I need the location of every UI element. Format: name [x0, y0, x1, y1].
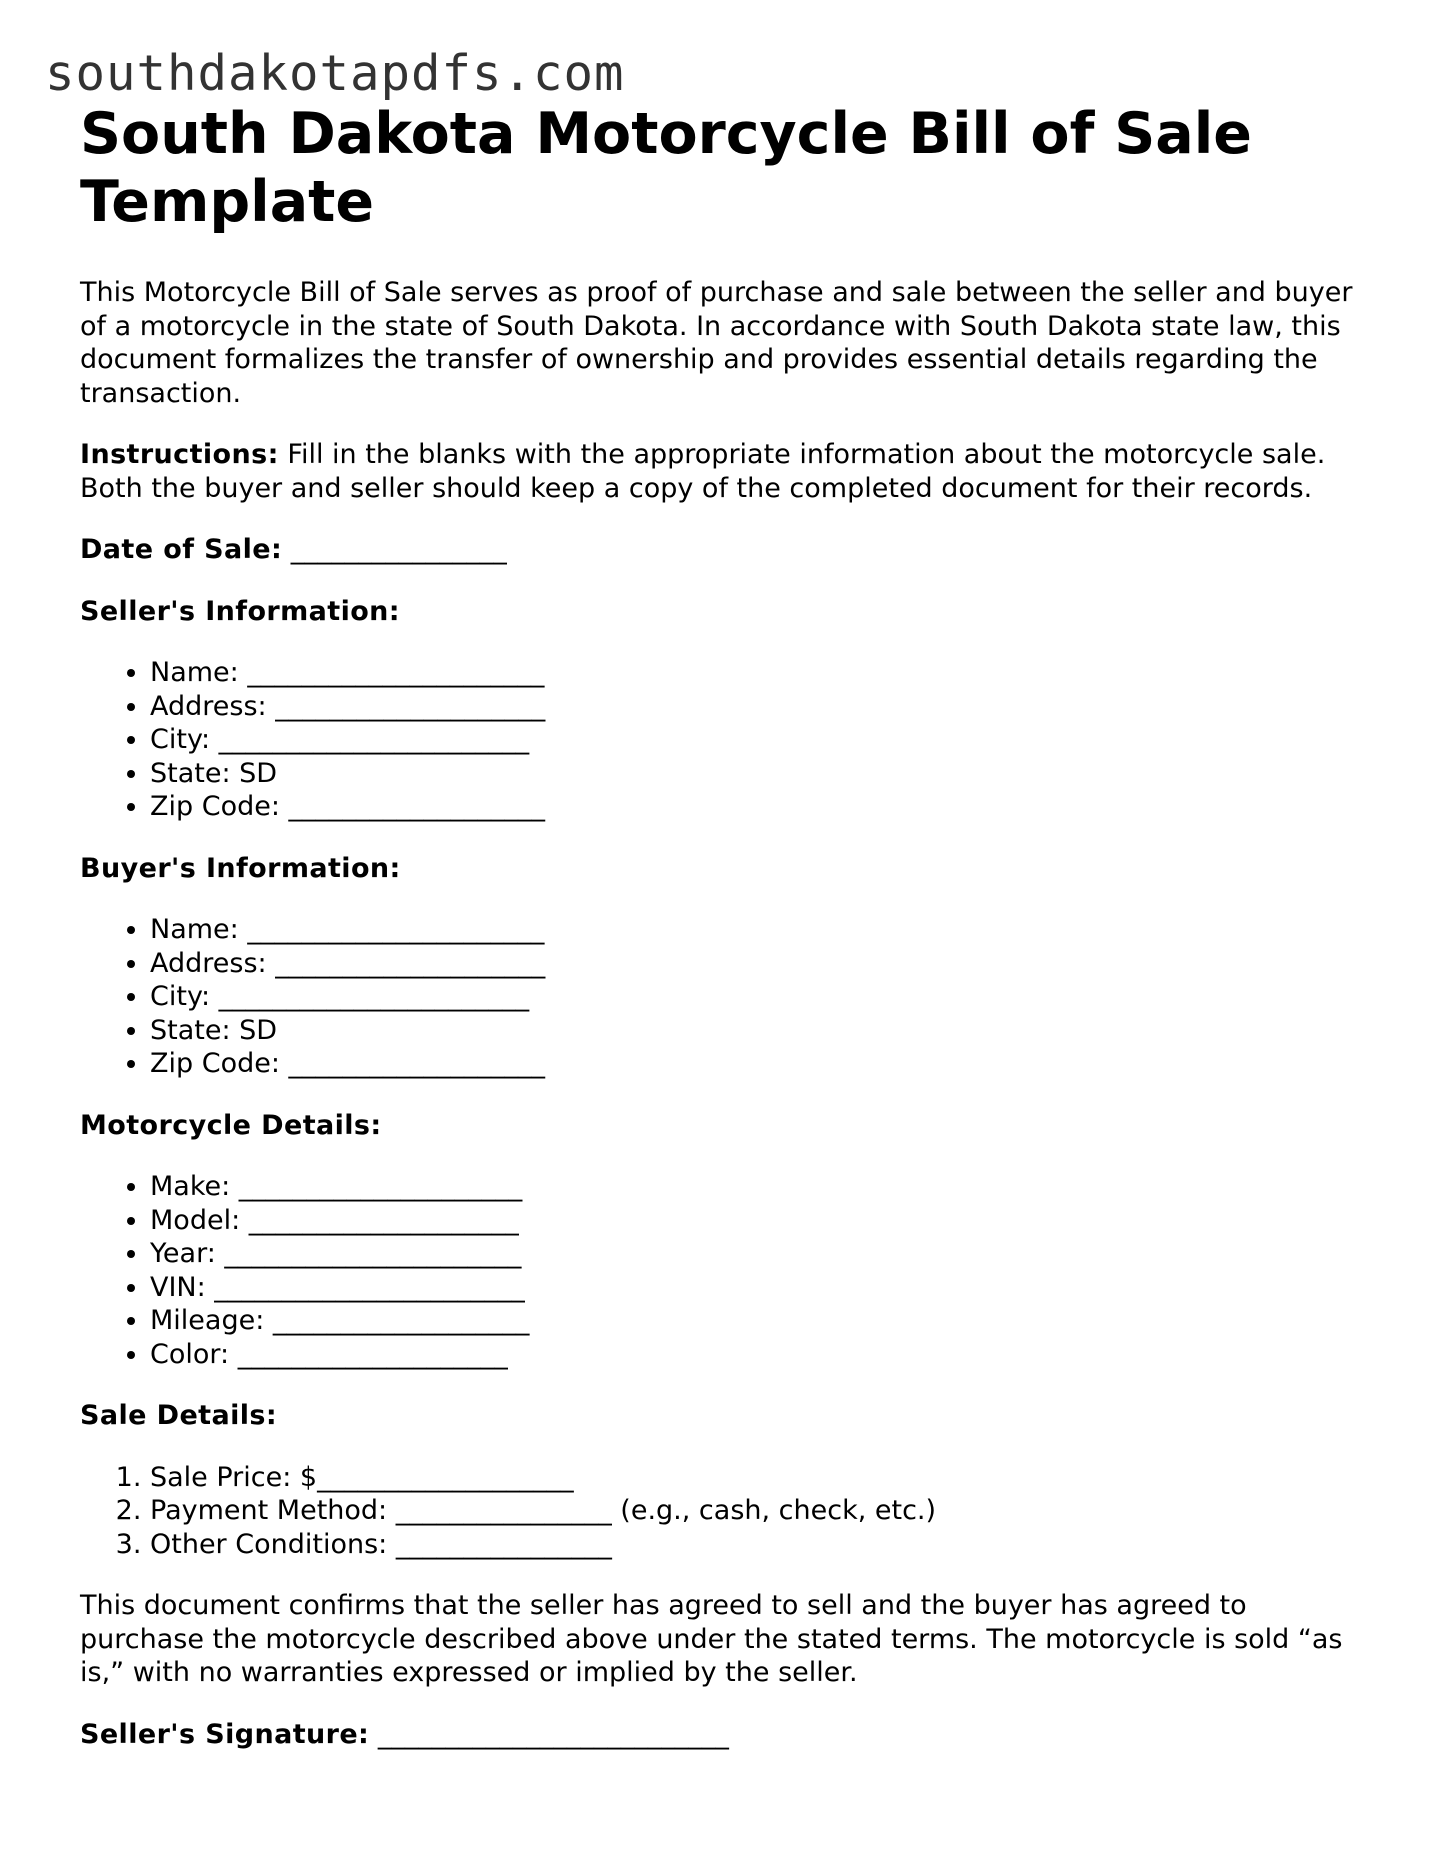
seller-city: • City: _______________________: [150, 723, 1370, 757]
seller-name: • Name: ______________________: [150, 656, 1370, 690]
seller-address: • Address: ____________________: [150, 690, 1370, 724]
date-of-sale: [80, 533, 1370, 567]
motorcycle-year: • Year: ______________________: [150, 1237, 1370, 1271]
date-of-sale-label: Date of Sale:: [80, 534, 283, 565]
motorcycle-heading: Motorcycle Details:: [80, 1109, 382, 1141]
other-conditions: 3. Other Conditions: ________________: [150, 1528, 1370, 1562]
seller-state: • State: SD: [150, 757, 1370, 791]
document: [80, 100, 1370, 1779]
instructions-text: Fill in the blanks with the appropriate information about the motorcycle sale. Both the buyer and seller should keep a copy of the completed document for their records.: [80, 439, 1326, 504]
buyer-address: • Address: ____________________: [150, 947, 1370, 981]
buyer-name: • Name: ______________________: [150, 913, 1370, 947]
seller-zip: • Zip Code: ___________________: [150, 790, 1370, 824]
intro-paragraph: This Motorcycle Bill of Sale serves as proof of purchase and sale between the seller and buyer of a motorcycle in the state of South Dakota. In accordance with South Dakota state law, this document formalizes the transfer of ownership and provides essential details regarding the transaction.: [80, 277, 1353, 409]
watermark: southdakotapdfs.com: [45, 45, 625, 102]
seller-signature-blank: __________________________: [369, 1718, 729, 1750]
buyer-state: • State: SD: [150, 1014, 1370, 1048]
sale-list: [80, 1461, 1370, 1562]
motorcycle-make: • Make: _____________________: [150, 1170, 1370, 1204]
confirmation-paragraph: This document confirms that the seller has agreed to sell and the buyer has agreed to purchase the motorcycle described above under the stated terms. The motorcycle is sold “as is,” with no warranties expressed or implied by the seller.: [80, 1590, 1343, 1688]
buyer-city: • City: _______________________: [150, 980, 1370, 1014]
payment-method: 2. Payment Method: ________________ (e.g., cash, check, etc.): [150, 1494, 1370, 1528]
motorcycle-list: [80, 1170, 1370, 1371]
motorcycle-mileage: • Mileage: ___________________: [150, 1304, 1370, 1338]
seller-list: [80, 656, 1370, 824]
motorcycle-model: • Model: ____________________: [150, 1204, 1370, 1238]
seller-heading: Seller's Information:: [80, 595, 400, 627]
buyer-heading: Buyer's Information:: [80, 852, 401, 884]
sale-price: 1. Sale Price: $___________________: [150, 1461, 1370, 1495]
buyer-list: [80, 913, 1370, 1081]
sale-heading: Sale Details:: [80, 1400, 278, 1431]
date-of-sale-blank: ________________: [282, 534, 507, 565]
instructions-label: Instructions:: [80, 439, 279, 470]
motorcycle-color: • Color: ____________________: [150, 1338, 1370, 1372]
motorcycle-vin: • VIN: _______________________: [150, 1271, 1370, 1305]
seller-signature-label: Seller's Signature:: [80, 1718, 370, 1750]
seller-signature: [80, 1718, 1370, 1752]
instructions-paragraph: [80, 438, 1370, 505]
page-title: South Dakota Motorcycle Bill of Sale Template: [80, 101, 1252, 235]
buyer-zip: • Zip Code: ___________________: [150, 1047, 1370, 1081]
